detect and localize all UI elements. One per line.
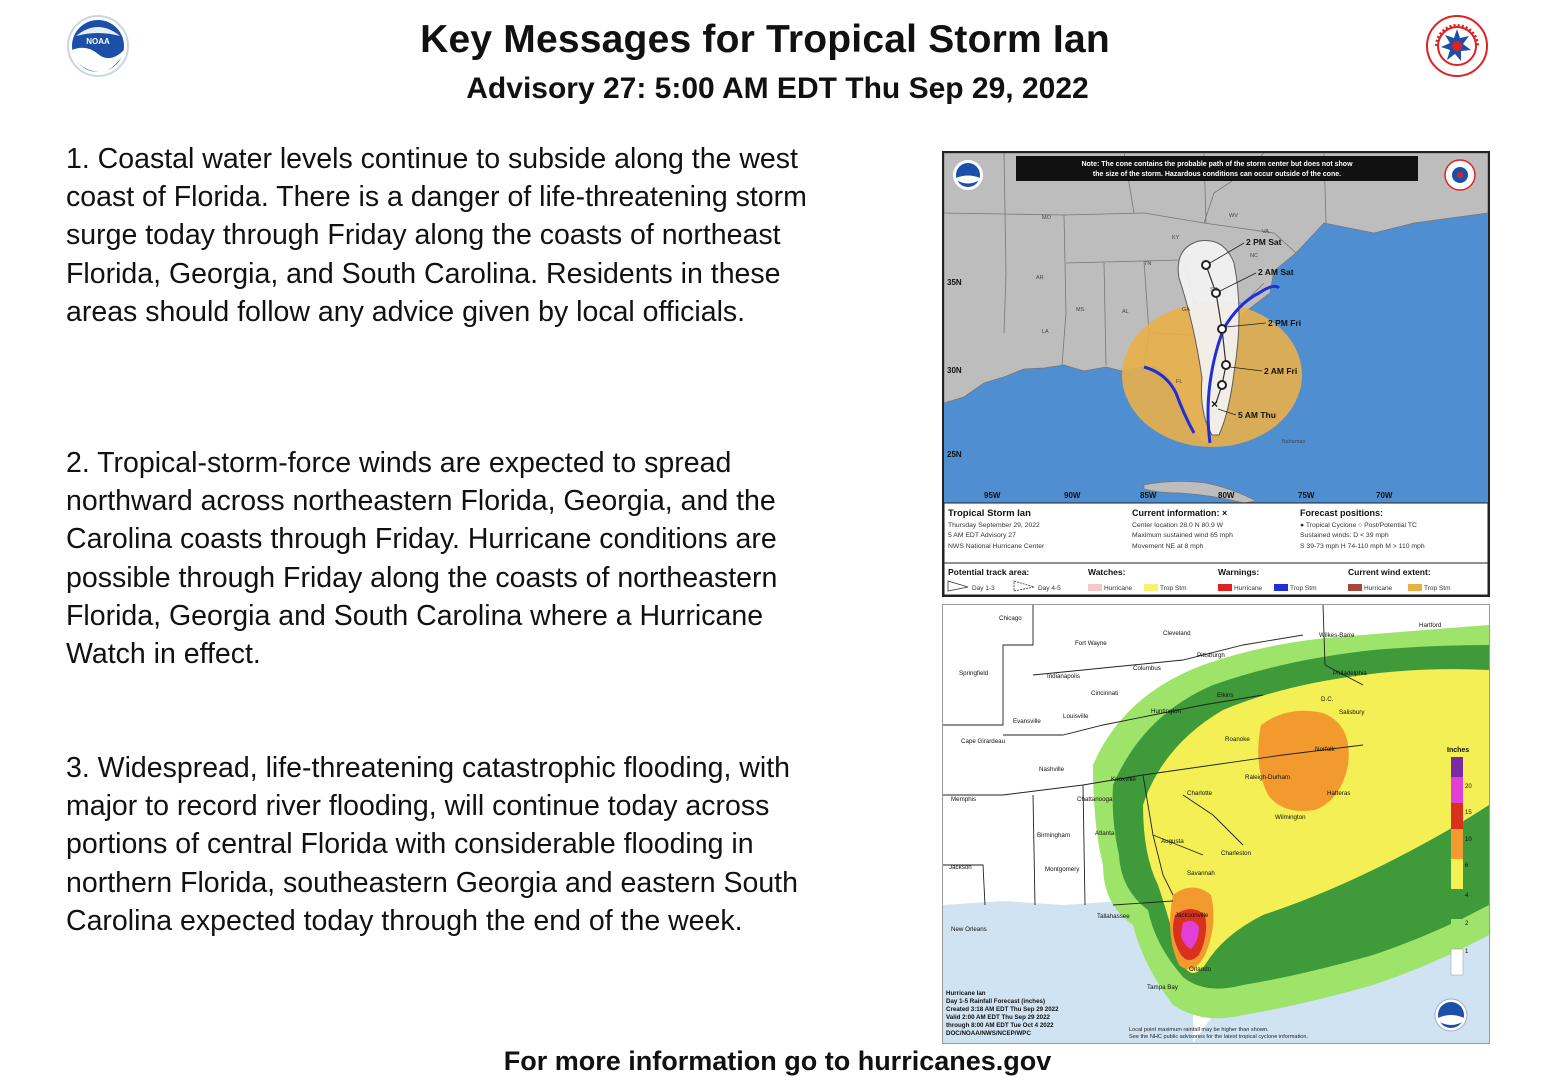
- region-bahamas: Bahamas: [1282, 439, 1306, 445]
- advisory-subtitle: Advisory 27: 5:00 AM EDT Thu Sep 29, 2022: [466, 72, 1089, 105]
- city-columbus: Columbus: [1133, 665, 1161, 672]
- caption-line3: Created 3:18 AM EDT Thu Sep 29 2022: [946, 1006, 1059, 1013]
- rain-scale-title: Inches: [1447, 747, 1470, 754]
- track-map-svg: [944, 153, 1488, 595]
- city-huntington: Huntington: [1151, 708, 1181, 715]
- track-forecast-map: [942, 151, 1490, 597]
- city-norfolk: Norfolk: [1315, 746, 1335, 753]
- state-al: AL: [1122, 309, 1129, 315]
- legend-watch-tropstm: Trop Stm: [1160, 585, 1187, 592]
- caption-line4: Valid 2:00 AM EDT Thu Sep 29 2022: [946, 1014, 1050, 1021]
- label-2pm-fri: 2 PM Fri: [1268, 318, 1302, 328]
- point-2pm-sat: [1202, 261, 1210, 269]
- state-ky: KY: [1172, 235, 1180, 241]
- lon-80w: 80W: [1218, 491, 1235, 500]
- legend-wind-hurricane-swatch: [1348, 584, 1362, 591]
- info-storm-advisory: 5 AM EDT Advisory 27: [948, 532, 1016, 539]
- rain-note-line1: Local point maximum rainfall may be higher than shown.: [1129, 1027, 1269, 1033]
- legend-track-title: Potential track area:: [948, 567, 1030, 577]
- city-wilmington: Wilmington: [1275, 814, 1306, 821]
- svg-text:NOAA: NOAA: [86, 37, 110, 46]
- track-nws-logo: [1445, 160, 1475, 190]
- city-chicago: Chicago: [999, 615, 1022, 622]
- lon-70w: 70W: [1376, 491, 1393, 500]
- legend-wind-tropstm-swatch: [1408, 584, 1422, 591]
- scale-4: 4: [1465, 893, 1469, 899]
- city-springfield: Springfield: [959, 670, 989, 677]
- key-message-2: 2. Tropical-storm-force winds are expected to spread northward across northeastern Florida, Georgia, and the Carolina coasts through Friday. Hurricane conditions are possible through Friday along the coasts of northeastern Florida, Georgia and South Carolina where a Hurricane Watch in effect.: [66, 447, 778, 671]
- legend-warnings-title: Warnings:: [1218, 567, 1260, 577]
- city-hartford: Hartford: [1419, 622, 1442, 629]
- rain-note-line2: See the NHC public advisories for the latest tropical cyclone information.: [1129, 1034, 1309, 1040]
- cone-note-line1: Note: The cone contains the probable path of the storm center but does not show: [1081, 161, 1353, 168]
- city-salisbury: Salisbury: [1339, 709, 1365, 716]
- city-hatteras: Hatteras: [1327, 790, 1351, 797]
- scale-2: 2: [1465, 921, 1469, 927]
- city-augusta: Augusta: [1161, 838, 1184, 845]
- city-philadelphia: Philadelphia: [1333, 670, 1367, 677]
- current-info-title: Current information: ×: [1132, 508, 1228, 518]
- legend-day45: Day 4-5: [1038, 585, 1061, 592]
- legend-day13: Day 1-3: [972, 585, 995, 592]
- label-2am-fri: 2 AM Fri: [1264, 366, 1298, 376]
- state-sc: SC: [1210, 287, 1218, 293]
- scale-20: 20: [1465, 784, 1472, 790]
- legend-warning-tropstm: Trop Stm: [1290, 585, 1317, 592]
- lat-35n: 35N: [947, 278, 962, 287]
- point-2pm-fri: [1218, 325, 1226, 333]
- city-cincinnati: Cincinnati: [1091, 690, 1119, 697]
- state-fl: FL: [1176, 379, 1183, 385]
- city-louisville: Louisville: [1063, 713, 1089, 720]
- scale-10: 10: [1465, 837, 1472, 843]
- lat-30n: 30N: [947, 366, 962, 375]
- city-nashville: Nashville: [1039, 766, 1065, 773]
- point-2am-fri: [1222, 361, 1230, 369]
- current-position-marker: ×: [1211, 397, 1219, 411]
- current-info-line3: Movement NE at 8 mph: [1132, 543, 1204, 550]
- state-tn: TN: [1144, 261, 1152, 267]
- lon-90w: 90W: [1064, 491, 1081, 500]
- city-orlando: Orlando: [1189, 966, 1212, 973]
- info-storm-name: Tropical Storm Ian: [948, 508, 1031, 519]
- lat-25n: 25N: [947, 450, 962, 459]
- current-info-line1: Center location 28.0 N 80.9 W: [1132, 522, 1224, 529]
- city-wilkes-barre: Wilkes-Barre: [1319, 632, 1355, 639]
- key-message-1: 1. Coastal water levels continue to subside along the west coast of Florida. There is a danger of life-threatening storm surge today through Friday along the coasts of northeast Florida, Georgia, and South Carolina. Residents in these areas should follow any advice given by local officials.: [66, 143, 807, 328]
- city-tampa-bay: Tampa Bay: [1147, 984, 1178, 991]
- city-birmingham: Birmingham: [1037, 832, 1071, 839]
- legend-watch-hurricane-swatch: [1088, 584, 1102, 591]
- city-fort-wayne: Fort Wayne: [1075, 640, 1107, 647]
- caption-line2: Day 1-5 Rainfall Forecast (inches): [946, 998, 1046, 1005]
- state-ga: GA: [1182, 307, 1190, 313]
- lon-85w: 85W: [1140, 491, 1157, 500]
- legend-warning-tropstm-swatch: [1274, 584, 1288, 591]
- city-montgomery: Montgomery: [1045, 866, 1080, 873]
- city-charleston: Charleston: [1221, 850, 1251, 857]
- legend-watches-title: Watches:: [1088, 567, 1126, 577]
- city-cleveland: Cleveland: [1163, 630, 1191, 637]
- caption-line6: DOC/NOAA/NWS/NCEP/WPC: [946, 1030, 1031, 1037]
- legend-warning-hurricane-swatch: [1218, 584, 1232, 591]
- page-title: Key Messages for Tropical Storm Ian: [420, 18, 1110, 61]
- city-raleigh-durham: Raleigh-Durham: [1245, 774, 1291, 781]
- cone-note-line2: the size of the storm. Hazardous conditions can occur outside of the cone.: [1092, 171, 1342, 178]
- city-jacksonville: Jacksonville: [1175, 912, 1209, 919]
- legend-watch-hurricane: Hurricane: [1104, 585, 1133, 592]
- state-wv: WV: [1229, 213, 1238, 219]
- city-charlotte: Charlotte: [1187, 790, 1213, 797]
- legend-watch-tropstm-swatch: [1144, 584, 1158, 591]
- label-2am-sat: 2 AM Sat: [1258, 267, 1294, 277]
- city-roanoke: Roanoke: [1225, 736, 1250, 743]
- label-2pm-sat: 2 PM Sat: [1246, 237, 1282, 247]
- city-cape-girardeau: Cape Girardeau: [961, 738, 1006, 745]
- rainfall-forecast-map: [942, 604, 1490, 1044]
- scale-15: 15: [1465, 810, 1472, 816]
- state-la: LA: [1042, 329, 1049, 335]
- current-info-line2: Maximum sustained wind 65 mph: [1132, 532, 1233, 539]
- city-savannah: Savannah: [1187, 870, 1215, 877]
- city-evansville: Evansville: [1013, 718, 1041, 725]
- city-knoxville: Knoxville: [1111, 776, 1136, 783]
- state-ar: AR: [1036, 275, 1044, 281]
- forecast-legend-2: Sustained winds: D < 39 mph: [1300, 532, 1389, 539]
- legend-warning-hurricane: Hurricane: [1234, 585, 1263, 592]
- info-storm-date: Thursday September 29, 2022: [948, 522, 1040, 529]
- caption-line1: Hurricane Ian: [946, 990, 986, 997]
- city-tallahassee: Tallahassee: [1097, 913, 1130, 920]
- state-nc: NC: [1250, 253, 1258, 259]
- rain-map-svg: [943, 605, 1489, 1043]
- rain-noaa-logo: [1435, 999, 1467, 1031]
- lon-95w: 95W: [984, 491, 1001, 500]
- state-mo: MO: [1042, 215, 1051, 221]
- key-message-3: 3. Widespread, life-threatening catastrophic flooding, with major to record river flooding, will continue today across portions of central Florida with considerable flooding in northern Florida, southeastern Georgia and eastern South Carolina expected today through the end of the week.: [66, 752, 798, 937]
- forecast-legend-3: S 39-73 mph H 74-110 mph M > 110 mph: [1300, 543, 1425, 550]
- city-indianapolis: Indianapolis: [1047, 673, 1081, 680]
- point-8pm-thu: [1218, 381, 1226, 389]
- state-ms: MS: [1076, 307, 1085, 313]
- scale-6: 6: [1465, 863, 1469, 869]
- forecast-legend-1: ● Tropical Cyclone ○ Post/Potential TC: [1300, 522, 1417, 529]
- state-va: VA: [1262, 229, 1269, 235]
- city-new-orleans: New Orleans: [951, 926, 987, 933]
- city-pittsburgh: Pittsburgh: [1197, 652, 1225, 659]
- caption-line5: through 8:00 AM EDT Tue Oct 4 2022: [946, 1022, 1054, 1029]
- footer-link-text: For more information go to hurricanes.gov: [503, 1046, 1052, 1076]
- info-storm-source: NWS National Hurricane Center: [948, 543, 1045, 550]
- city-dc: D.C.: [1321, 696, 1334, 703]
- city-jackson: Jackson: [949, 864, 972, 871]
- city-memphis: Memphis: [951, 796, 977, 803]
- forecast-positions-title: Forecast positions:: [1300, 508, 1384, 518]
- city-chattanooga: Chattanooga: [1077, 796, 1113, 803]
- legend-wind-tropstm: Trop Stm: [1424, 585, 1451, 592]
- scale-1: 1: [1465, 949, 1469, 955]
- track-noaa-logo: [953, 160, 983, 190]
- legend-wind-title: Current wind extent:: [1348, 567, 1431, 577]
- city-atlanta: Atlanta: [1095, 830, 1115, 837]
- city-elkins: Elkins: [1217, 692, 1234, 699]
- legend-wind-hurricane: Hurricane: [1364, 585, 1393, 592]
- lon-75w: 75W: [1298, 491, 1315, 500]
- label-5am-thu: 5 AM Thu: [1238, 410, 1276, 420]
